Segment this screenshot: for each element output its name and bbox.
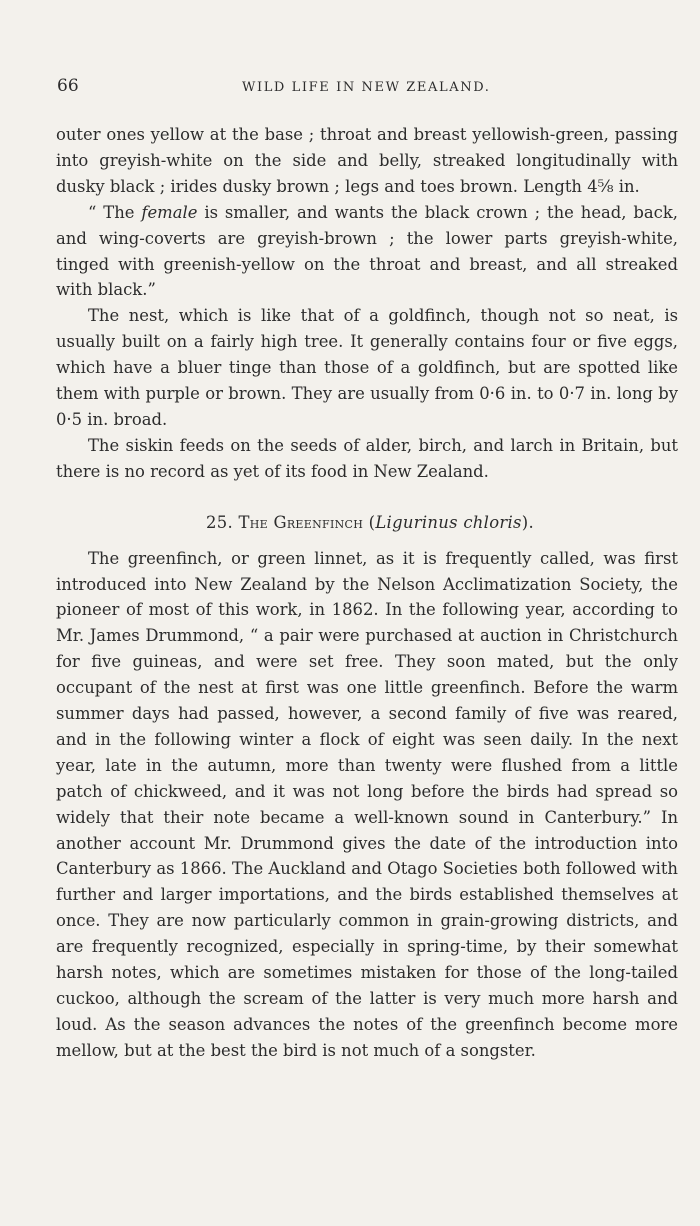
paragraph-description-continued: outer ones yellow at the base ; throat and breast yellowish-green, passing into greyish-white on the side and belly, streaked longitudinally with dusky black ; irides dusky brown ; legs and toes brown. Length 4⅝ in.: [56, 125, 678, 196]
paragraph-nest: The nest, which is like that of a goldfinch, though not so neat, is usually built on a fairly high tree. It generally contains four or five eggs, which have a bluer tinge than those of a goldfinch, but are spotted like them with purple or brown. They are usually from 0·6 in. to 0·7 in. long by 0·5 in. broad.: [56, 306, 678, 429]
page-header: [57, 76, 677, 100]
running-title: WILD LIFE IN NEW ZEALAND.: [242, 80, 491, 95]
paragraph-siskin-food: The siskin feeds on the seeds of alder, birch, and larch in Britain, but there is no record as yet of its food in New Zealand.: [56, 435, 678, 481]
latin-open-paren: (: [368, 512, 376, 532]
italic-female: female: [141, 202, 198, 222]
section-number: 25.: [206, 512, 233, 532]
quote-open-text: “ The: [88, 202, 142, 222]
section-title: The Greenfinch: [238, 512, 364, 532]
latin-name: Ligurinus chloris: [375, 512, 522, 532]
female-description-text: is smaller, and wants the black crown ; the head, back, and wing-coverts are greyish-brown ; the lower parts greyish-white, tinged with greenish-yellow on the throat and breast, and all streaked with black.”: [56, 202, 678, 300]
body-text: [56, 122, 678, 1064]
paragraph-female-description: [56, 200, 678, 304]
latin-close-paren: ).: [521, 512, 534, 532]
page-number: 66: [57, 76, 79, 96]
paragraph-greenfinch-history: The greenfinch, or green linnet, as it is frequently called, was first introduced into New Zealand by the Nelson Acclimatization Society, the pioneer of most of this work, in 1862. In the following year, according to Mr. James Drummond, “ a pair were purchased at auction in Christchurch for five guineas, and were set free. They soon mated, but the only occupant of the nest at first was one little greenfinch. Before the warm summer days had passed, however, a second family of five was reared, and in the following winter a flock of eight was seen daily. In the next year, late in the autumn, more than twenty were flushed from a little patch of chickweed, and it was not long before the birds had spread so widely that their note became a well-known sound in Canterbury.” In another account Mr. Drummond gives the date of the introduction into Canterbury as 1866. The Auckland and Otago Societies both followed with further and larger importations, and the birds established themselves at once. They are now particularly common in grain-growing districts, and are frequently recognized, especially in spring-time, by their somewhat harsh notes, which are sometimes mistaken for those of the long-tailed cuckoo, although the scream of the latter is very much more harsh and loud. As the season advances the notes of the greenfinch become more mellow, but at the best the bird is not much of a songster.: [56, 548, 678, 1060]
section-heading: [56, 510, 678, 536]
